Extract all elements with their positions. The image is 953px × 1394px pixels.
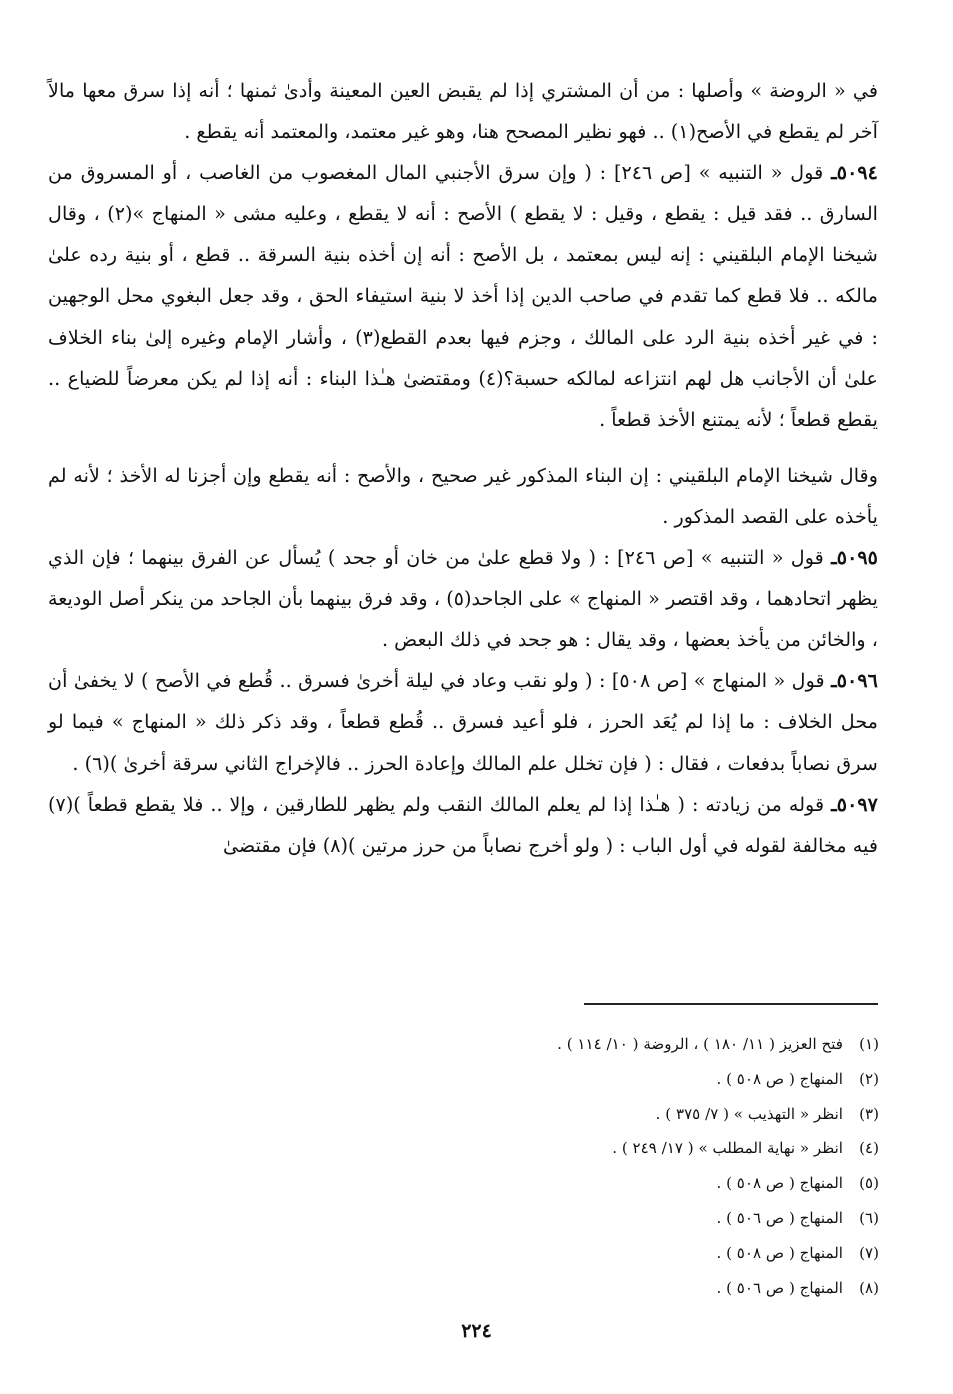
footnote-item — [319, 1271, 879, 1306]
footnote-item — [319, 1027, 879, 1062]
paragraph-text: قول « التنبيه » [ص ٢٤٦] : ( وإن سرق الأجنبي المال المغصوب من الغاصب ، أو المسروق من السارق .. فقد قيل : يقطع ، وقيل : لا يقطع ) الأصح : أنه لا يقطع ، وعليه مشى « المنهاج »(٢) ، وقال شيخنا الإمام البلقيني : إنه ليس بمعتمد ، بل الأصح : أنه إن أخذه بنية السرقة .. قطع ، أو بنية رده علىٰ مالكه .. فلا قطع كما تقدم في صاحب الدين إذا أخذ لا بنية استيفاء الحق ، وقد جعل البغوي محل الوجهين : في غير أخذه بنية الرد على المالك ، وجزم فيها بعدم القطع(٣) ، وأشار الإمام وغيره إلىٰ بناء الخلاف علىٰ أن الأجانب هل لهم انتزاعه لمالكه حسبة؟(٤) ومقتضىٰ هـٰذا البناء : أنه إذا لم يكن معرضاً للضياع .. يقطع قطعاً ؛ لأنه يمتنع الأخذ قطعاً . — [48, 161, 878, 431]
footnote-item — [319, 1236, 879, 1271]
paragraph-5095 — [48, 537, 878, 660]
paragraph-bulqini — [48, 455, 878, 537]
footnote-item — [319, 1201, 879, 1236]
paragraph-5097 — [48, 784, 878, 866]
paragraph-text: قول « المنهاج » [ص ٥٠٨] : ( ولو نقب وعاد في ليلة أخرىٰ فسرق .. قُطع في الأصح ) لا يخفىٰ أن محل الخلاف : ما إذا لم يُعَد الحرز ، فلو أعيد فسرق .. قُطع قطعاً ، وقد ذكر ذلك « المنهاج » فيما لو سرق نصاباً بدفعات ، فقال : ( فإن تخلل علم المالك وإعادة الحرز .. فالإخراج الثاني سرقة أخرىٰ )(٦) . — [48, 669, 878, 775]
footnote-text: فتح العزيز ( ١١/ ١٨٠ ) ، الروضة ( ١٠/ ١١٤ ) . — [557, 1035, 843, 1053]
paragraph-text: وقال شيخنا الإمام البلقيني : إن البناء المذكور غير صحيح ، والأصح : أنه يقطع وإن أجزنا له الأخذ ؛ لأنه لم يأخذه على القصد المذكور . — [48, 463, 878, 528]
footnote-number: (٣) — [859, 1104, 879, 1123]
footnote-text: المنهاج ( ص ٥٠٨ ) . — [716, 1174, 843, 1193]
paragraph-1 — [48, 70, 878, 152]
paragraph-number: ٥٠٩٧ـ — [831, 792, 878, 816]
footnote-number: (٦) — [859, 1208, 879, 1227]
footnote-item — [319, 1062, 879, 1097]
footnote-text: انظر « التهذيب » ( ٧/ ٣٧٥ ) . — [655, 1104, 843, 1123]
footnote-text: انظر « نهاية المطلب » ( ١٧/ ٢٤٩ ) . — [612, 1139, 843, 1158]
footnote-separator — [584, 1003, 878, 1005]
footnote-number: (٢) — [859, 1069, 879, 1088]
footnote-item — [319, 1097, 879, 1132]
main-text — [48, 70, 878, 866]
footnote-number: (١) — [859, 1035, 879, 1053]
paragraph-number: ٥٠٩٦ـ — [831, 669, 878, 693]
paragraph-5094 — [48, 152, 878, 440]
paragraph-gap — [48, 440, 878, 455]
paragraph-5096 — [48, 660, 878, 783]
footnote-item — [319, 1131, 879, 1166]
footnote-item — [319, 1166, 879, 1201]
footnote-list — [319, 1027, 879, 1305]
paragraph-text: قوله من زيادته : ( هـٰذا إذا لم يعلم المالك النقب ولم يظهر للطارقين ، وإلا .. فلا يقطع قطعاً )(٧) فيه مخالفة لقوله في أول الباب : ( ولو أخرج نصاباً من حرز مرتين )(٨) فإن مقتضىٰ — [48, 792, 878, 857]
footnote-number: (٨) — [859, 1278, 879, 1297]
footnote-number: (٧) — [859, 1243, 879, 1262]
paragraph-text: قول « التنبيه » [ص ٢٤٦] : ( ولا قطع علىٰ من خان أو جحد ) يُسأل عن الفرق بينهما ؛ فإن الذي يظهر اتحادهما ، وقد اقتصر « المنهاج » على الجاحد(٥) ، وقد فرق بينهما بأن الجاحد من ينكر أصل الوديعة ، والخائن من يأخذ بعضها ، وقد يقال : هو جحد في ذلك البعض . — [48, 546, 878, 652]
paragraph-number: ٥٠٩٤ـ — [831, 161, 878, 185]
footnote-number: (٥) — [859, 1174, 879, 1193]
page-number: ٢٢٤ — [461, 1320, 492, 1342]
footnote-text: المنهاج ( ص ٥٠٦ ) . — [716, 1208, 843, 1227]
footnote-number: (٤) — [859, 1139, 879, 1158]
footnote-text: المنهاج ( ص ٥٠٦ ) . — [716, 1278, 843, 1297]
footnote-text: المنهاج ( ص ٥٠٨ ) . — [716, 1069, 843, 1088]
paragraph-number: ٥٠٩٥ـ — [831, 546, 878, 570]
paragraph-text: في « الروضة » وأصلها : من أن المشتري إذا لم يقبض العين المعينة وأدىٰ ثمنها ؛ أنه إذا سرق معها مالاً آخر لم يقطع في الأصح(١) .. فهو نظير المصحح هنا، وهو غير معتمد، والمعتمد أنه يقطع . — [48, 79, 878, 144]
footnote-text: المنهاج ( ص ٥٠٨ ) . — [716, 1243, 843, 1262]
